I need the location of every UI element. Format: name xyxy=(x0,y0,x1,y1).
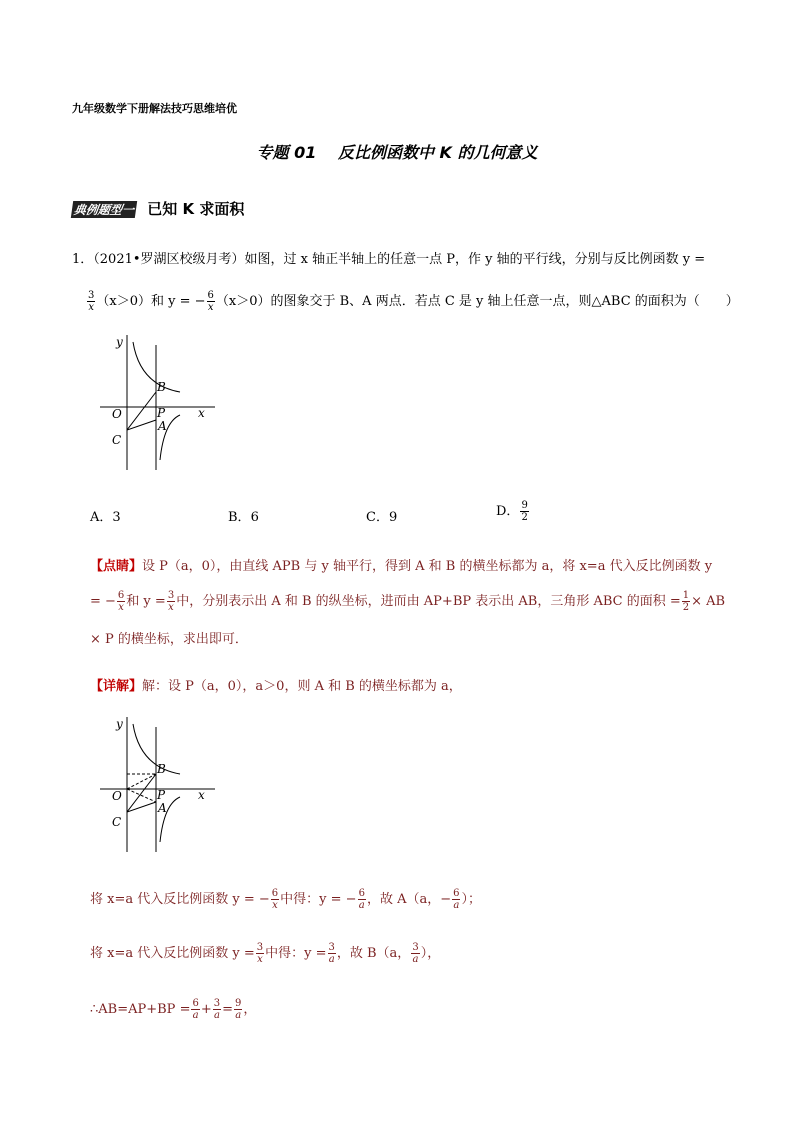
page-header: 九年级数学下册解法技巧思维培优 xyxy=(72,102,237,115)
problem-number: 1． xyxy=(72,252,94,267)
detail-tag: 【详解】 xyxy=(90,679,143,694)
label-A: A xyxy=(158,419,167,433)
label-y: y xyxy=(116,717,123,731)
comment-line-3: × P 的横坐标，求出即可． xyxy=(90,632,248,647)
step-2: 将 x=a 代入反比例函数 y = $\frac{3}{x}$ 中得：y = $\frac{3}{a}$ ，故 B（a， $\frac{3}{a}$ ）， xyxy=(90,942,441,965)
label-O: O xyxy=(112,789,122,803)
problem-line-1 xyxy=(72,250,705,270)
label-y: y xyxy=(116,335,123,349)
choice-c[interactable]: C．9 xyxy=(366,510,398,525)
label-P: P xyxy=(157,788,166,802)
problem-text-3: （x＞0）的图象交于 B、A 两点．若点 C 是 y 轴上任意一点，则△ABC 的面积为（ ） xyxy=(215,294,739,309)
choice-a[interactable]: A．3 xyxy=(90,510,121,525)
section-badge: 典例题型一 xyxy=(71,201,137,218)
fraction: $\frac{3}{x}$ xyxy=(88,290,95,313)
choice-b[interactable]: B．6 xyxy=(228,510,259,525)
page-title xyxy=(0,140,794,163)
comment-line-1: 【点睛】设 P（a，0），由直线 APB 与 y 轴平行，得到 A 和 B 的横坐标都为 a，将 x=a 代入反比例函数 y xyxy=(90,559,713,574)
problem-source: （2021•罗湖区校级月考） xyxy=(93,252,245,267)
label-B: B xyxy=(157,380,166,394)
title-prefix: 专题 01 xyxy=(256,143,317,162)
figure-1 xyxy=(100,330,220,475)
label-C: C xyxy=(112,433,122,447)
label-C: C xyxy=(112,815,122,829)
title-main: 反比例函数中 K 的几何意义 xyxy=(337,143,538,162)
fraction: $\frac{6}{x}$ xyxy=(207,290,214,313)
detail-line-1: 【详解】解：设 P（a，0），a＞0，则 A 和 B 的横坐标都为 a， xyxy=(90,679,462,694)
choice-d[interactable]: D． $\frac{9}{2}$ xyxy=(496,500,528,523)
label-B: B xyxy=(157,762,166,776)
step-3: ∴AB=AP+BP = $\frac{6}{a}$ + $\frac{3}{a}$ = $\frac{9}{a}$ ， xyxy=(90,998,257,1021)
section-heading xyxy=(72,198,244,219)
figure-2 xyxy=(100,712,220,857)
step-1: 将 x=a 代入反比例函数 y = − $\frac{6}{x}$ 中得：y = − $\frac{6}{a}$ ，故 A（a，− $\frac{6}{a}$ ）； xyxy=(90,888,481,911)
comment-line-2: = − $\frac{6}{x}$ 和 y = $\frac{3}{x}$ 中，分别表示出 A 和 B 的纵坐标，进而由 AP+BP 表示出 AB，三角形 ABC 的面积 = $\frac{1}{2}$ × AB xyxy=(90,590,726,613)
problem-text-1: 如图，过 x 轴正半轴上的任意一点 P，作 y 轴的平行线，分别与反比例函数 y = xyxy=(244,252,706,267)
label-x: x xyxy=(198,788,205,802)
label-P: P xyxy=(157,406,166,420)
comment-tag: 【点睛】 xyxy=(90,559,143,574)
problem-line-2 xyxy=(86,290,739,313)
label-A: A xyxy=(158,801,167,815)
problem-text-2: （x＞0）和 y = − xyxy=(96,294,206,309)
section-title: 已知 K 求面积 xyxy=(147,200,245,218)
label-O: O xyxy=(112,407,122,421)
label-x: x xyxy=(198,406,205,420)
